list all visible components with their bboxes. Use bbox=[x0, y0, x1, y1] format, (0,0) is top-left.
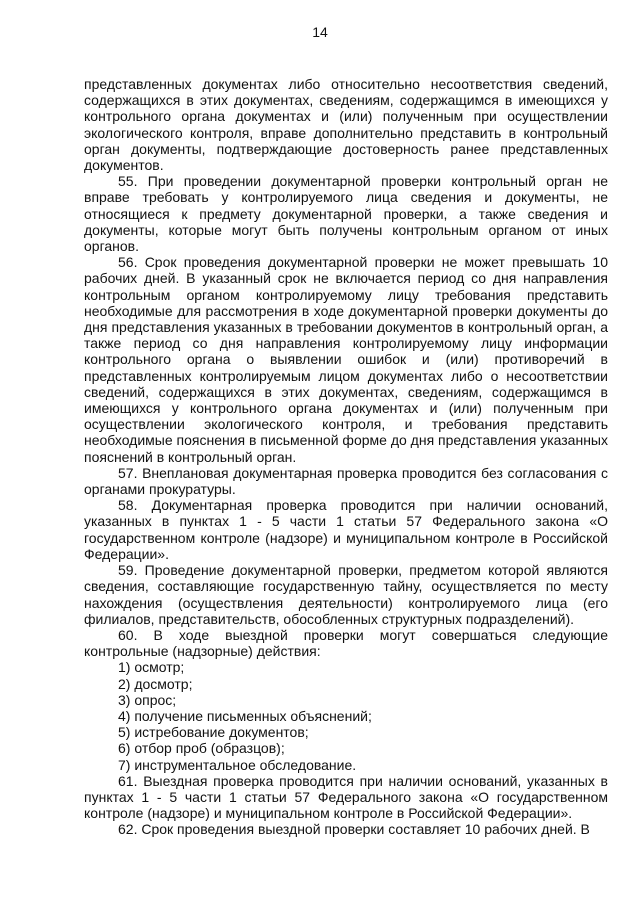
inspection-actions-list bbox=[84, 659, 608, 772]
paragraph-59: 59. Проведение документарной проверки, предметом которой являются сведения, составляющие государственную тайну, осуществляется по месту нахождения (осуществления деятельности) контролируемого лица (его филиалов, представительств, обособленных структурных подразделений). bbox=[84, 562, 608, 627]
paragraph-55: 55. При проведении документарной проверки контрольный орган не вправе требовать у контролируемого лица сведения и документы, не относящиеся к предмету документарной проверки, а также сведения и документы, которые могут быть получены контрольным органом от иных органов. bbox=[84, 173, 608, 255]
paragraph-58: 58. Документарная проверка проводится при наличии оснований, указанных в пунктах 1 - 5 части 1 статьи 57 Федерального закона «О государственном контроле (надзоре) и муниципальном контроле в Российской Федерации». bbox=[84, 497, 608, 562]
page-number: 14 bbox=[312, 24, 328, 40]
paragraph-56: 56. Срок проведения документарной проверки не может превышать 10 рабочих дней. В указанный срок не включается период со дня направления контрольным органом контролируемому лицу требования представить необходимые для рассмотрения в ходе документарной проверки документы до дня представления указанных в требовании документов в контрольный орган, а также период со дня направления контролируемому лицу информации контрольного органа о выявлении ошибок и (или) противоречий в представленных контролируемым лицом документах либо о несоответствии сведений, содержащихся в этих документах, сведениям, содержащимся в имеющихся у контрольного органа документах и (или) полученным при осуществлении экологического контроля, и требования представить необходимые пояснения в письменной форме до дня представления указанных пояснений в контрольный орган. bbox=[84, 254, 608, 465]
list-item: 6) отбор проб (образцов); bbox=[118, 740, 285, 757]
document-body bbox=[84, 76, 608, 838]
paragraph-60: 60. В ходе выездной проверки могут совершаться следующие контрольные (надзорные) действия: bbox=[84, 626, 608, 660]
list-item: 5) истребование документов; bbox=[118, 724, 309, 741]
list-item: 1) осмотр; bbox=[118, 659, 185, 676]
list-item: 4) получение письменных объяснений; bbox=[118, 707, 372, 724]
paragraph-continuation: представленных документах либо относительно несоответствия сведений, содержащихся в этих документах, сведениям, содержащимся в имеющихся у контрольного органа документах и (или) полученным при осуществлении экологического контроля, вправе дополнительно представить в контрольный орган документы, подтверждающие достоверность ранее представленных документов. bbox=[84, 76, 608, 174]
paragraph-57: 57. Внеплановая документарная проверка проводится без согласования с органами прокуратуры. bbox=[84, 464, 608, 498]
list-item: 2) досмотр; bbox=[118, 675, 193, 692]
list-item: 7) инструментальное обследование. bbox=[118, 756, 357, 773]
list-item: 3) опрос; bbox=[118, 691, 177, 708]
paragraph-62: 62. Срок проведения выездной проверки составляет 10 рабочих дней. В bbox=[118, 821, 590, 838]
paragraph-61: 61. Выездная проверка проводится при наличии оснований, указанных в пунктах 1 - 5 части 1 статьи 57 Федерального закона «О государственном контроле (надзоре) и муниципальном контроле в Российской Федерации». bbox=[84, 772, 608, 822]
